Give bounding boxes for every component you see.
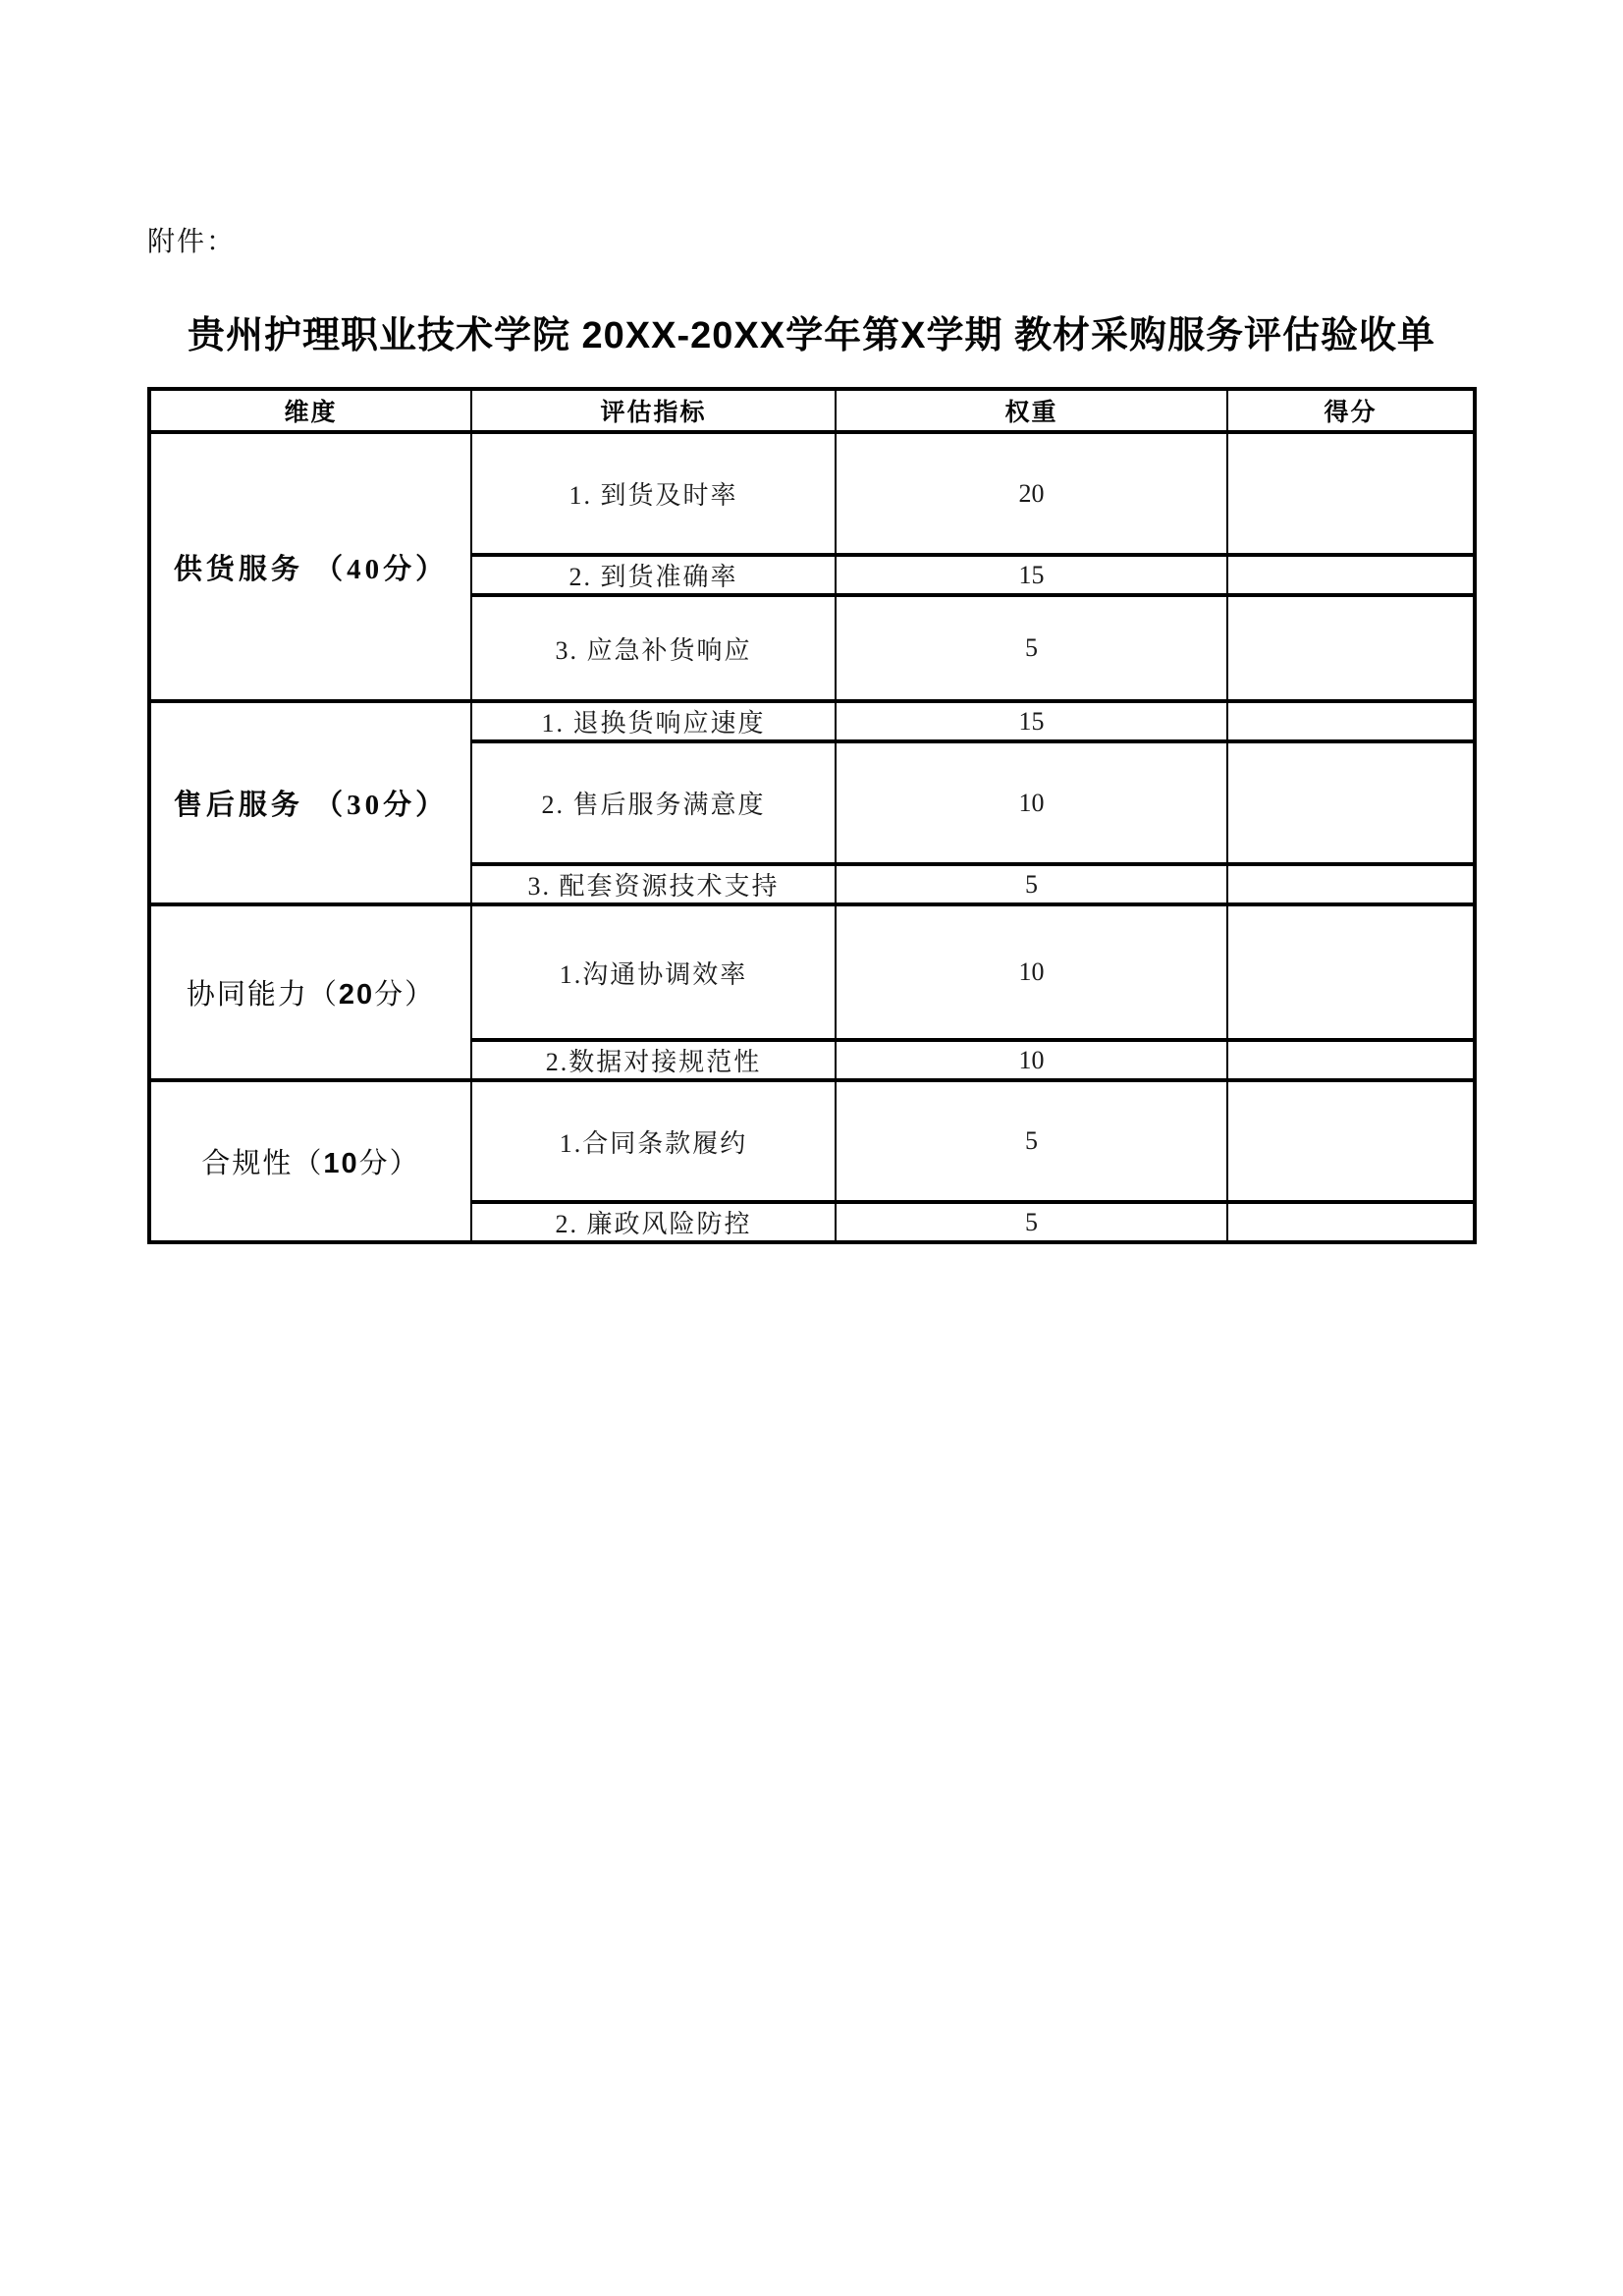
indicator-cell: 3. 配套资源技术支持	[471, 864, 836, 904]
score-cell	[1227, 701, 1475, 741]
indicator-cell: 2.数据对接规范性	[471, 1040, 836, 1080]
dimension-label-suf: 分）	[383, 553, 449, 585]
weight-cell: 5	[836, 1202, 1227, 1242]
header-cell-dimension: 维度	[149, 389, 471, 432]
dimension-label-suf: 分）	[358, 1148, 420, 1179]
weight-cell: 5	[836, 1080, 1227, 1202]
table-row	[149, 432, 1475, 555]
score-cell	[1227, 555, 1475, 595]
header-cell-score: 得分	[1227, 389, 1475, 432]
score-cell	[1227, 1080, 1475, 1202]
dimension-label-pre: 合规性（	[201, 1148, 324, 1179]
indicator-cell: 2. 廉政风险防控	[471, 1202, 836, 1242]
dimension-label-pre: 协同能力（	[186, 979, 339, 1011]
header-cell-weight: 权重	[836, 389, 1227, 432]
dimension-cell-supply-service	[149, 432, 471, 701]
indicator-cell: 1.合同条款履约	[471, 1080, 836, 1202]
table-row	[149, 904, 1475, 1040]
weight-cell: 15	[836, 555, 1227, 595]
table-header-row	[149, 389, 1475, 432]
weight-cell: 5	[836, 864, 1227, 904]
indicator-cell: 1. 到货及时率	[471, 432, 836, 555]
score-cell	[1227, 595, 1475, 701]
dimension-label-points: 40	[347, 553, 384, 585]
dimension-label-points: 30	[347, 790, 384, 821]
score-cell	[1227, 432, 1475, 555]
dimension-cell-collaboration	[149, 904, 471, 1080]
indicator-cell: 2. 售后服务满意度	[471, 741, 836, 864]
score-cell	[1227, 864, 1475, 904]
header-cell-indicator: 评估指标	[471, 389, 836, 432]
dimension-label-suf: 分）	[383, 790, 449, 821]
indicator-cell: 2. 到货准确率	[471, 555, 836, 595]
indicator-cell: 1.沟通协调效率	[471, 904, 836, 1040]
dimension-label-suf: 分）	[374, 979, 436, 1011]
weight-cell: 20	[836, 432, 1227, 555]
weight-cell: 10	[836, 741, 1227, 864]
score-cell	[1227, 904, 1475, 1040]
dimension-cell-aftersales-service	[149, 701, 471, 904]
weight-cell: 10	[836, 904, 1227, 1040]
indicator-cell: 1. 退换货响应速度	[471, 701, 836, 741]
dimension-cell-compliance	[149, 1080, 471, 1242]
dimension-label-points: 10	[323, 1148, 359, 1179]
indicator-cell: 3. 应急补货响应	[471, 595, 836, 701]
score-cell	[1227, 741, 1475, 864]
dimension-label-points: 20	[338, 979, 375, 1011]
evaluation-table	[147, 387, 1477, 1244]
weight-cell: 5	[836, 595, 1227, 701]
table-row	[149, 701, 1475, 741]
score-cell	[1227, 1202, 1475, 1242]
table-row	[149, 1080, 1475, 1202]
page-title: 贵州护理职业技术学院 20XX-20XX学年第X学期 教材采购服务评估验收单	[187, 315, 1436, 356]
attachment-label: 附件：	[147, 227, 237, 257]
weight-cell: 15	[836, 701, 1227, 741]
weight-cell: 10	[836, 1040, 1227, 1080]
dimension-label-pre: 供货服务 （	[173, 553, 348, 585]
score-cell	[1227, 1040, 1475, 1080]
dimension-label-pre: 售后服务 （	[173, 790, 348, 821]
